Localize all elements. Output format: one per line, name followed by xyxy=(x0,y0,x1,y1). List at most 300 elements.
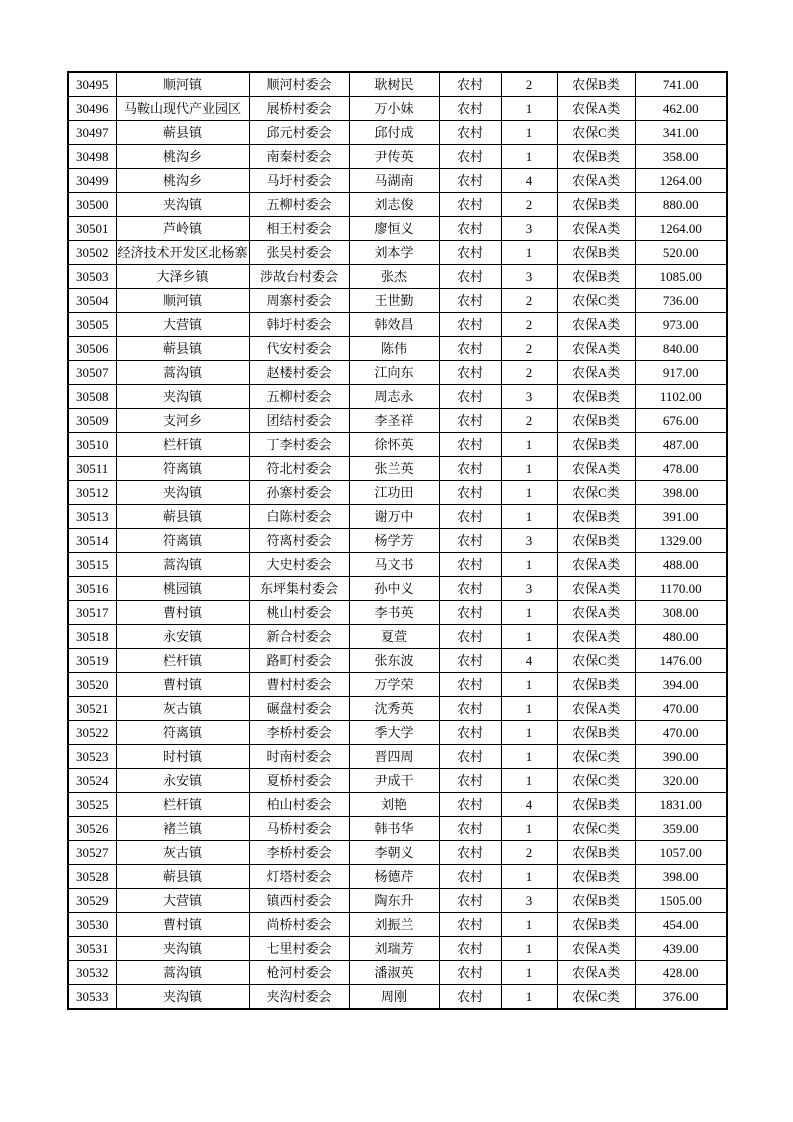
cell-amount: 359.00 xyxy=(635,817,727,841)
cell-id: 30532 xyxy=(68,961,116,985)
cell-village-committee: 尚桥村委会 xyxy=(249,913,349,937)
cell-person-name: 张杰 xyxy=(349,265,439,289)
cell-amount: 487.00 xyxy=(635,433,727,457)
cell-township: 褚兰镇 xyxy=(116,817,249,841)
table-row xyxy=(68,649,727,673)
cell-amount: 462.00 xyxy=(635,97,727,121)
cell-insurance-class: 农保C类 xyxy=(557,985,635,1010)
cell-insurance-class: 农保A类 xyxy=(557,937,635,961)
cell-person-count: 1 xyxy=(501,961,557,985)
cell-township: 顺河镇 xyxy=(116,289,249,313)
cell-person-name: 尹成干 xyxy=(349,769,439,793)
cell-person-count: 2 xyxy=(501,337,557,361)
cell-amount: 1057.00 xyxy=(635,841,727,865)
cell-residence-type: 农村 xyxy=(439,769,501,793)
cell-township: 支河乡 xyxy=(116,409,249,433)
cell-amount: 736.00 xyxy=(635,289,727,313)
cell-village-committee: 大史村委会 xyxy=(249,553,349,577)
table-row xyxy=(68,985,727,1010)
cell-township: 蕲县镇 xyxy=(116,505,249,529)
cell-id: 30504 xyxy=(68,289,116,313)
cell-residence-type: 农村 xyxy=(439,72,501,97)
cell-person-count: 2 xyxy=(501,193,557,217)
cell-amount: 973.00 xyxy=(635,313,727,337)
cell-residence-type: 农村 xyxy=(439,121,501,145)
cell-person-name: 万小妹 xyxy=(349,97,439,121)
cell-township: 符离镇 xyxy=(116,457,249,481)
cell-residence-type: 农村 xyxy=(439,385,501,409)
cell-residence-type: 农村 xyxy=(439,577,501,601)
table-row xyxy=(68,529,727,553)
cell-person-count: 1 xyxy=(501,433,557,457)
cell-village-committee: 涉故台村委会 xyxy=(249,265,349,289)
cell-insurance-class: 农保B类 xyxy=(557,72,635,97)
cell-residence-type: 农村 xyxy=(439,433,501,457)
cell-person-count: 1 xyxy=(501,505,557,529)
cell-person-count: 2 xyxy=(501,361,557,385)
cell-person-name: 沈秀英 xyxy=(349,697,439,721)
cell-id: 30515 xyxy=(68,553,116,577)
cell-village-committee: 马圩村委会 xyxy=(249,169,349,193)
cell-person-name: 徐怀英 xyxy=(349,433,439,457)
cell-insurance-class: 农保B类 xyxy=(557,433,635,457)
cell-person-count: 4 xyxy=(501,793,557,817)
cell-residence-type: 农村 xyxy=(439,457,501,481)
cell-person-name: 晋四周 xyxy=(349,745,439,769)
cell-person-name: 廖恒义 xyxy=(349,217,439,241)
cell-residence-type: 农村 xyxy=(439,481,501,505)
cell-township: 大泽乡镇 xyxy=(116,265,249,289)
cell-amount: 520.00 xyxy=(635,241,727,265)
table-row xyxy=(68,769,727,793)
cell-residence-type: 农村 xyxy=(439,937,501,961)
cell-residence-type: 农村 xyxy=(439,745,501,769)
cell-amount: 676.00 xyxy=(635,409,727,433)
cell-person-count: 1 xyxy=(501,553,557,577)
cell-residence-type: 农村 xyxy=(439,193,501,217)
cell-village-committee: 柏山村委会 xyxy=(249,793,349,817)
cell-village-committee: 时南村委会 xyxy=(249,745,349,769)
cell-person-count: 2 xyxy=(501,72,557,97)
cell-amount: 320.00 xyxy=(635,769,727,793)
cell-amount: 428.00 xyxy=(635,961,727,985)
cell-insurance-class: 农保A类 xyxy=(557,961,635,985)
cell-village-committee: 新合村委会 xyxy=(249,625,349,649)
cell-amount: 1102.00 xyxy=(635,385,727,409)
cell-insurance-class: 农保C类 xyxy=(557,649,635,673)
cell-village-committee: 东坪集村委会 xyxy=(249,577,349,601)
cell-person-count: 4 xyxy=(501,169,557,193)
table-row xyxy=(68,697,727,721)
cell-township: 夹沟镇 xyxy=(116,481,249,505)
cell-township: 蒿沟镇 xyxy=(116,961,249,985)
cell-township: 栏杆镇 xyxy=(116,793,249,817)
cell-id: 30501 xyxy=(68,217,116,241)
cell-person-name: 尹传英 xyxy=(349,145,439,169)
cell-person-count: 3 xyxy=(501,529,557,553)
cell-amount: 454.00 xyxy=(635,913,727,937)
cell-residence-type: 农村 xyxy=(439,553,501,577)
cell-township: 永安镇 xyxy=(116,625,249,649)
cell-person-count: 2 xyxy=(501,841,557,865)
cell-person-name: 江功田 xyxy=(349,481,439,505)
cell-insurance-class: 农保B类 xyxy=(557,385,635,409)
cell-id: 30506 xyxy=(68,337,116,361)
cell-person-name: 孙中义 xyxy=(349,577,439,601)
cell-insurance-class: 农保C类 xyxy=(557,121,635,145)
cell-amount: 840.00 xyxy=(635,337,727,361)
cell-id: 30505 xyxy=(68,313,116,337)
cell-id: 30533 xyxy=(68,985,116,1010)
cell-id: 30522 xyxy=(68,721,116,745)
cell-residence-type: 农村 xyxy=(439,649,501,673)
cell-person-count: 1 xyxy=(501,865,557,889)
cell-person-name: 马文书 xyxy=(349,553,439,577)
cell-insurance-class: 农保A类 xyxy=(557,313,635,337)
cell-insurance-class: 农保C类 xyxy=(557,769,635,793)
table-row xyxy=(68,673,727,697)
cell-township: 大营镇 xyxy=(116,889,249,913)
cell-person-count: 1 xyxy=(501,241,557,265)
cell-village-committee: 南秦村委会 xyxy=(249,145,349,169)
cell-village-committee: 枪河村委会 xyxy=(249,961,349,985)
cell-amount: 470.00 xyxy=(635,721,727,745)
cell-person-name: 王世勤 xyxy=(349,289,439,313)
cell-person-name: 季大学 xyxy=(349,721,439,745)
table-row xyxy=(68,145,727,169)
cell-person-name: 周刚 xyxy=(349,985,439,1010)
cell-insurance-class: 农保A类 xyxy=(557,625,635,649)
cell-id: 30517 xyxy=(68,601,116,625)
cell-amount: 741.00 xyxy=(635,72,727,97)
cell-person-name: 刘振兰 xyxy=(349,913,439,937)
cell-person-name: 谢万中 xyxy=(349,505,439,529)
cell-insurance-class: 农保C类 xyxy=(557,481,635,505)
table-row xyxy=(68,361,727,385)
cell-id: 30512 xyxy=(68,481,116,505)
cell-township: 大营镇 xyxy=(116,313,249,337)
cell-person-name: 刘志俊 xyxy=(349,193,439,217)
cell-id: 30499 xyxy=(68,169,116,193)
cell-amount: 1170.00 xyxy=(635,577,727,601)
cell-amount: 1329.00 xyxy=(635,529,727,553)
cell-village-committee: 五柳村委会 xyxy=(249,385,349,409)
cell-township: 蕲县镇 xyxy=(116,121,249,145)
cell-township: 桃沟乡 xyxy=(116,145,249,169)
table-row xyxy=(68,313,727,337)
cell-village-committee: 曹村村委会 xyxy=(249,673,349,697)
table-row xyxy=(68,385,727,409)
cell-insurance-class: 农保A类 xyxy=(557,697,635,721)
cell-township: 蒿沟镇 xyxy=(116,361,249,385)
cell-insurance-class: 农保B类 xyxy=(557,889,635,913)
cell-person-count: 2 xyxy=(501,289,557,313)
cell-village-committee: 符离村委会 xyxy=(249,529,349,553)
cell-person-count: 1 xyxy=(501,481,557,505)
cell-insurance-class: 农保A类 xyxy=(557,217,635,241)
cell-amount: 880.00 xyxy=(635,193,727,217)
cell-residence-type: 农村 xyxy=(439,289,501,313)
cell-id: 30509 xyxy=(68,409,116,433)
cell-village-committee: 镇西村委会 xyxy=(249,889,349,913)
cell-village-committee: 夏桥村委会 xyxy=(249,769,349,793)
cell-id: 30520 xyxy=(68,673,116,697)
cell-id: 30521 xyxy=(68,697,116,721)
cell-village-committee: 李桥村委会 xyxy=(249,721,349,745)
cell-village-committee: 符北村委会 xyxy=(249,457,349,481)
cell-village-committee: 相王村委会 xyxy=(249,217,349,241)
cell-village-committee: 韩圩村委会 xyxy=(249,313,349,337)
cell-id: 30514 xyxy=(68,529,116,553)
table-row xyxy=(68,217,727,241)
cell-id: 30496 xyxy=(68,97,116,121)
cell-insurance-class: 农保B类 xyxy=(557,241,635,265)
table-row xyxy=(68,481,727,505)
table-row xyxy=(68,865,727,889)
table-row xyxy=(68,913,727,937)
cell-residence-type: 农村 xyxy=(439,889,501,913)
cell-township: 蒿沟镇 xyxy=(116,553,249,577)
cell-person-count: 1 xyxy=(501,625,557,649)
cell-person-count: 3 xyxy=(501,217,557,241)
cell-insurance-class: 农保A类 xyxy=(557,361,635,385)
cell-amount: 341.00 xyxy=(635,121,727,145)
cell-township: 蕲县镇 xyxy=(116,337,249,361)
cell-township: 桃园镇 xyxy=(116,577,249,601)
cell-insurance-class: 农保B类 xyxy=(557,913,635,937)
cell-person-count: 1 xyxy=(501,817,557,841)
cell-township: 夹沟镇 xyxy=(116,937,249,961)
table-row xyxy=(68,721,727,745)
cell-person-count: 1 xyxy=(501,145,557,169)
cell-amount: 358.00 xyxy=(635,145,727,169)
cell-amount: 480.00 xyxy=(635,625,727,649)
table-row xyxy=(68,745,727,769)
cell-insurance-class: 农保C类 xyxy=(557,289,635,313)
cell-person-count: 1 xyxy=(501,121,557,145)
cell-id: 30530 xyxy=(68,913,116,937)
cell-person-name: 刘本学 xyxy=(349,241,439,265)
cell-insurance-class: 农保B类 xyxy=(557,841,635,865)
cell-amount: 398.00 xyxy=(635,481,727,505)
cell-amount: 376.00 xyxy=(635,985,727,1010)
table-row xyxy=(68,169,727,193)
cell-insurance-class: 农保A类 xyxy=(557,457,635,481)
table-row xyxy=(68,97,727,121)
cell-insurance-class: 农保A类 xyxy=(557,337,635,361)
cell-person-count: 1 xyxy=(501,913,557,937)
cell-insurance-class: 农保B类 xyxy=(557,409,635,433)
cell-person-name: 李书英 xyxy=(349,601,439,625)
cell-id: 30495 xyxy=(68,72,116,97)
cell-village-committee: 夹沟村委会 xyxy=(249,985,349,1010)
table-row xyxy=(68,553,727,577)
cell-amount: 390.00 xyxy=(635,745,727,769)
cell-village-committee: 代安村委会 xyxy=(249,337,349,361)
cell-insurance-class: 农保A类 xyxy=(557,97,635,121)
cell-village-committee: 五柳村委会 xyxy=(249,193,349,217)
cell-residence-type: 农村 xyxy=(439,217,501,241)
cell-amount: 391.00 xyxy=(635,505,727,529)
cell-amount: 308.00 xyxy=(635,601,727,625)
cell-village-committee: 孙寨村委会 xyxy=(249,481,349,505)
cell-residence-type: 农村 xyxy=(439,169,501,193)
table-row xyxy=(68,121,727,145)
cell-id: 30498 xyxy=(68,145,116,169)
cell-township: 符离镇 xyxy=(116,529,249,553)
cell-insurance-class: 农保B类 xyxy=(557,193,635,217)
cell-id: 30529 xyxy=(68,889,116,913)
cell-amount: 1264.00 xyxy=(635,217,727,241)
cell-person-name: 刘艳 xyxy=(349,793,439,817)
cell-id: 30526 xyxy=(68,817,116,841)
cell-amount: 488.00 xyxy=(635,553,727,577)
cell-residence-type: 农村 xyxy=(439,529,501,553)
cell-insurance-class: 农保A类 xyxy=(557,553,635,577)
table-row xyxy=(68,265,727,289)
cell-id: 30502 xyxy=(68,241,116,265)
cell-residence-type: 农村 xyxy=(439,265,501,289)
cell-insurance-class: 农保A类 xyxy=(557,169,635,193)
cell-township: 永安镇 xyxy=(116,769,249,793)
cell-township: 曹村镇 xyxy=(116,673,249,697)
cell-village-committee: 灯塔村委会 xyxy=(249,865,349,889)
cell-person-name: 李朝义 xyxy=(349,841,439,865)
cell-person-name: 陶东升 xyxy=(349,889,439,913)
cell-id: 30519 xyxy=(68,649,116,673)
cell-amount: 398.00 xyxy=(635,865,727,889)
cell-residence-type: 农村 xyxy=(439,97,501,121)
cell-residence-type: 农村 xyxy=(439,841,501,865)
cell-person-count: 2 xyxy=(501,313,557,337)
cell-person-count: 1 xyxy=(501,745,557,769)
cell-person-count: 3 xyxy=(501,385,557,409)
cell-amount: 478.00 xyxy=(635,457,727,481)
cell-insurance-class: 农保B类 xyxy=(557,265,635,289)
table-row xyxy=(68,625,727,649)
table-row xyxy=(68,937,727,961)
cell-person-name: 李圣祥 xyxy=(349,409,439,433)
table-row xyxy=(68,961,727,985)
cell-amount: 1476.00 xyxy=(635,649,727,673)
cell-person-count: 4 xyxy=(501,649,557,673)
table-row xyxy=(68,841,727,865)
cell-residence-type: 农村 xyxy=(439,505,501,529)
cell-person-count: 1 xyxy=(501,97,557,121)
cell-township: 蕲县镇 xyxy=(116,865,249,889)
cell-residence-type: 农村 xyxy=(439,721,501,745)
cell-person-count: 3 xyxy=(501,577,557,601)
cell-id: 30497 xyxy=(68,121,116,145)
cell-village-committee: 展桥村委会 xyxy=(249,97,349,121)
cell-person-count: 1 xyxy=(501,601,557,625)
cell-person-name: 万学荣 xyxy=(349,673,439,697)
cell-id: 30511 xyxy=(68,457,116,481)
cell-residence-type: 农村 xyxy=(439,361,501,385)
cell-person-count: 1 xyxy=(501,937,557,961)
table-row xyxy=(68,457,727,481)
cell-village-committee: 赵楼村委会 xyxy=(249,361,349,385)
cell-insurance-class: 农保C类 xyxy=(557,817,635,841)
cell-id: 30528 xyxy=(68,865,116,889)
cell-person-name: 夏萱 xyxy=(349,625,439,649)
table-row xyxy=(68,817,727,841)
cell-township: 夹沟镇 xyxy=(116,193,249,217)
cell-township: 马鞍山现代产业园区 xyxy=(116,97,249,121)
cell-amount: 1085.00 xyxy=(635,265,727,289)
cell-person-name: 韩效昌 xyxy=(349,313,439,337)
cell-residence-type: 农村 xyxy=(439,241,501,265)
cell-person-count: 3 xyxy=(501,265,557,289)
cell-id: 30500 xyxy=(68,193,116,217)
cell-village-committee: 李桥村委会 xyxy=(249,841,349,865)
cell-insurance-class: 农保B类 xyxy=(557,721,635,745)
cell-insurance-class: 农保B类 xyxy=(557,793,635,817)
cell-id: 30508 xyxy=(68,385,116,409)
cell-township: 符离镇 xyxy=(116,721,249,745)
cell-residence-type: 农村 xyxy=(439,793,501,817)
cell-insurance-class: 农保B类 xyxy=(557,865,635,889)
cell-id: 30516 xyxy=(68,577,116,601)
cell-amount: 1264.00 xyxy=(635,169,727,193)
cell-id: 30523 xyxy=(68,745,116,769)
cell-residence-type: 农村 xyxy=(439,337,501,361)
cell-person-name: 江向东 xyxy=(349,361,439,385)
cell-insurance-class: 农保B类 xyxy=(557,505,635,529)
cell-residence-type: 农村 xyxy=(439,913,501,937)
cell-township: 顺河镇 xyxy=(116,72,249,97)
cell-person-name: 张兰英 xyxy=(349,457,439,481)
table-row xyxy=(68,577,727,601)
cell-amount: 470.00 xyxy=(635,697,727,721)
cell-township: 栏杆镇 xyxy=(116,649,249,673)
cell-insurance-class: 农保C类 xyxy=(557,745,635,769)
table-row xyxy=(68,289,727,313)
table-body xyxy=(68,72,727,1009)
cell-township: 夹沟镇 xyxy=(116,985,249,1010)
cell-residence-type: 农村 xyxy=(439,409,501,433)
cell-person-name: 刘瑞芳 xyxy=(349,937,439,961)
cell-village-committee: 马桥村委会 xyxy=(249,817,349,841)
cell-person-name: 邱付成 xyxy=(349,121,439,145)
cell-insurance-class: 农保B类 xyxy=(557,529,635,553)
table-row xyxy=(68,793,727,817)
cell-amount: 917.00 xyxy=(635,361,727,385)
cell-residence-type: 农村 xyxy=(439,673,501,697)
cell-id: 30507 xyxy=(68,361,116,385)
cell-township: 栏杆镇 xyxy=(116,433,249,457)
cell-person-count: 1 xyxy=(501,985,557,1010)
table-row xyxy=(68,889,727,913)
cell-person-count: 1 xyxy=(501,457,557,481)
cell-township: 时村镇 xyxy=(116,745,249,769)
cell-amount: 439.00 xyxy=(635,937,727,961)
cell-township: 芦岭镇 xyxy=(116,217,249,241)
cell-id: 30510 xyxy=(68,433,116,457)
cell-township: 灰古镇 xyxy=(116,841,249,865)
table-row xyxy=(68,72,727,97)
cell-township: 曹村镇 xyxy=(116,913,249,937)
cell-person-name: 周志永 xyxy=(349,385,439,409)
cell-insurance-class: 农保B类 xyxy=(557,145,635,169)
cell-township: 灰古镇 xyxy=(116,697,249,721)
cell-person-name: 韩书华 xyxy=(349,817,439,841)
cell-village-committee: 顺河村委会 xyxy=(249,72,349,97)
cell-township: 夹沟镇 xyxy=(116,385,249,409)
cell-person-count: 2 xyxy=(501,409,557,433)
cell-residence-type: 农村 xyxy=(439,697,501,721)
cell-village-committee: 白陈村委会 xyxy=(249,505,349,529)
